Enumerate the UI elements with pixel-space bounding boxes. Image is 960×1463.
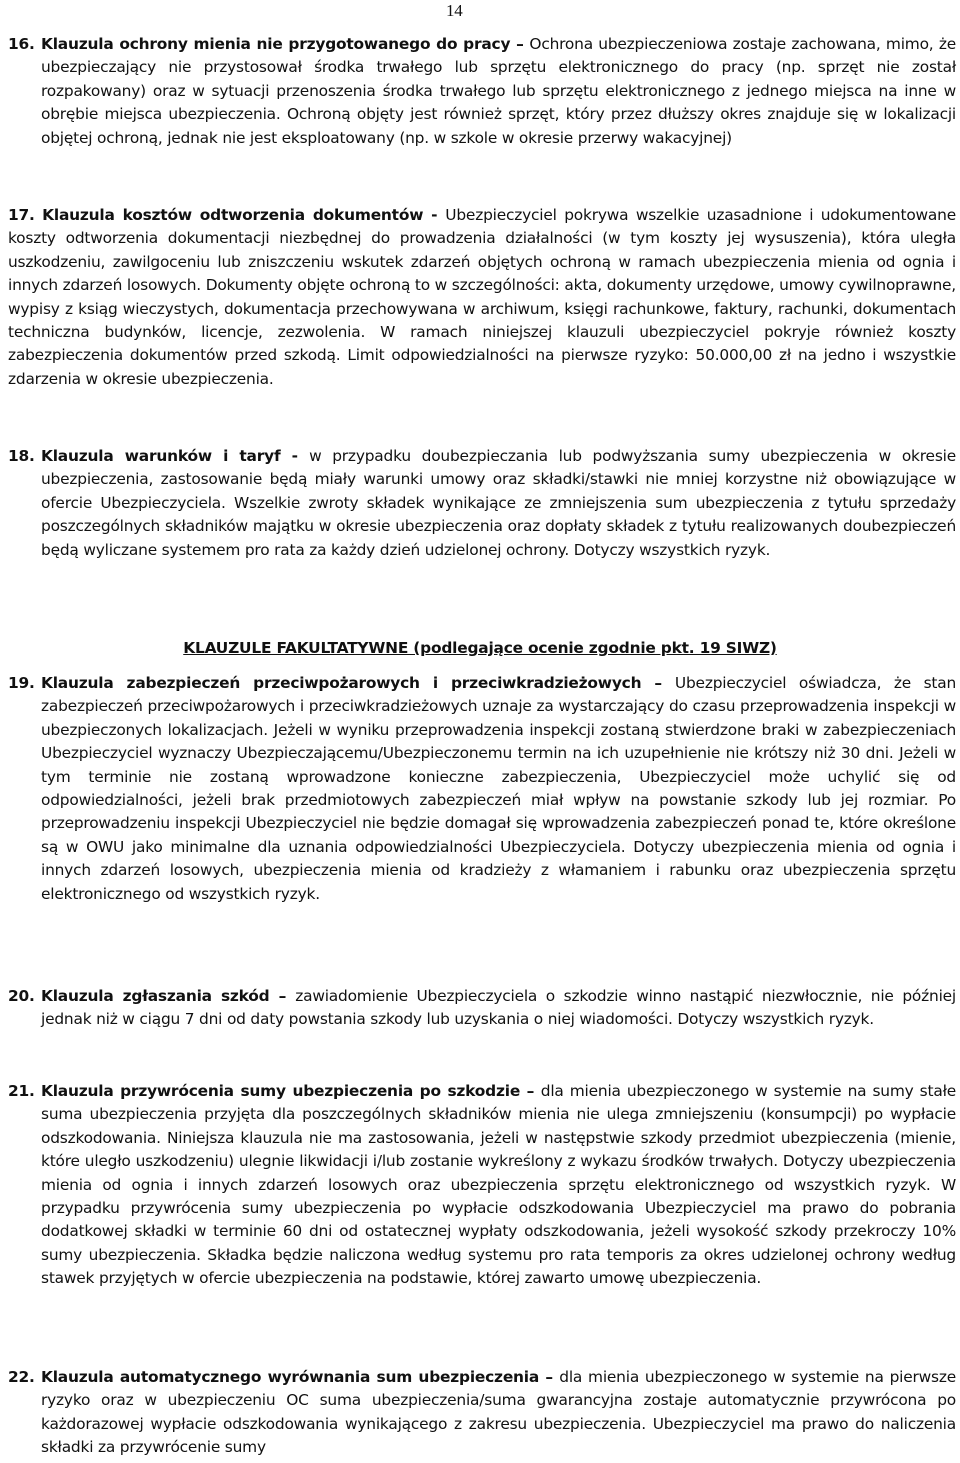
page-number: 14 — [446, 1, 463, 20]
clause-body: zawiadomienie Ubezpieczyciela o szkodzie winno nastąpić niezwłocznie, nie później jednak niż w ciągu 7 dni od daty powstania szkody lub uzyskania o niej wiadomości. Dotyczy wszystkich ryzyk. — [41, 987, 956, 1029]
clause-dash: – — [641, 674, 675, 692]
clause-title: Klauzula ochrony mienia nie przygotowanego do pracy — [41, 35, 511, 53]
clause-dash: – — [520, 1082, 541, 1100]
clause-title: Klauzula kosztów odtworzenia dokumentów — [42, 206, 424, 224]
clause-dash: - — [280, 447, 310, 465]
clause-22 — [8, 1366, 956, 1460]
clause-number: 19. — [8, 674, 35, 692]
clause-number: 21. — [8, 1082, 35, 1100]
clause-dash: – — [510, 35, 530, 53]
clause-number: 16. — [8, 35, 35, 53]
clause-number: 17. — [8, 206, 35, 224]
section-heading: KLAUZULE FAKULTATYWNE (podlegające ocenie zgodnie pkt. 19 SIWZ) — [183, 639, 777, 657]
clause-title: Klauzula zabezpieczeń przeciwpożarowych i przeciwkradzieżowych — [41, 674, 642, 692]
clause-21 — [8, 1080, 956, 1291]
clause-20 — [8, 985, 956, 1032]
clause-title: Klauzula automatycznego wyrównania sum ubezpieczenia — [41, 1368, 540, 1386]
clause-body: Ochrona ubezpieczeniowa zostaje zachowana, mimo, że ubezpieczający nie przystosował środka trwałego lub sprzętu elektronicznego do pracy (np. sprzęt nie został rozpakowany) oraz w sytuacji przenoszenia środka trwałego lub sprzętu elektronicznego z jednego miejsca na inne w obrębie miejsca ubezpieczenia. Ochroną objęty jest również sprzęt, który przez dłuższy okres znajduje się w lokalizacji objętej ochroną, jednak nie jest eksploatowany (np. w szkole w okresie przerwy wakacyjnej) — [41, 35, 956, 147]
clause-body: dla mienia ubezpieczonego w systemie na sumy stałe suma ubezpieczenia przyjęta dla poszczególnych składników mienia nie ulega zmniejszeniu (konsumpcji) po wypłacie odszkodowania. Niniejsza klauzula nie ma zastosowania, jeżeli w następstwie szkody przedmiot ubezpieczenia (mienie, które uległo uszkodzeniu) ulegnie likwidacji i/lub zostanie wykreślony z wykazu środków trwałych. Dotyczy ubezpieczenia mienia od ognia i innych zdarzeń losowych oraz ubezpieczenia sprzętu elektronicznego od wszystkich ryzyk. W przypadku przywrócenia sumy ubezpieczenia po wypłacie odszkodowania Ubezpieczyciel ma prawo do pobrania dodatkowej składki w terminie 60 dni od ostatecznej wypłaty odszkodowania, jeżeli wysokość szkody przekroczy 10% sumy ubezpieczenia. Składka będzie naliczona według systemu pro rata temporis za okres udzielonej ochrony według stawek przyjętych w ofercie ubezpieczenia na podstawie, której zawarto umowę ubezpieczenia. — [41, 1082, 957, 1288]
clause-body: Ubezpieczyciel pokrywa wszelkie uzasadnione i udokumentowane koszty odtworzenia dokumentacji niezbędnej do prowadzenia działalności (w tym koszty jej wysuszenia), która uległa uszkodzeniu, zawilgoceniu lub zniszczeniu wskutek zdarzeń objętych ochroną w ramach ubezpieczenia mienia od ognia i innych zdarzeń losowych. Dokumenty objęte ochroną to w szczególności: akta, dokumenty urzędowe, umowy cywilnoprawne, wypisy z ksiąg wieczystych, dokumentacja przechowywana w archiwum, księgi rachunkowe, faktury, rachunki, dokumentach techniczna budynków, licencje, zezwolenia. W ramach niniejszej klauzuli ubezpieczyciel pokryje również koszty zabezpieczenia dokumentów przed szkodą. Limit odpowiedzialności na pierwsze ryzyko: 50.000,00 zł na jedno i wszystkie zdarzenia w okresie ubezpieczenia. — [8, 206, 956, 388]
clause-body: Ubezpieczyciel oświadcza, że stan zabezpieczeń przeciwpożarowych i przeciwkradzieżowych uznaje za wystarczający do czasu przeprowadzenia inspekcji w ubezpieczonych lokalizacjach. Jeżeli w wyniku przeprowadzenia inspekcji zostaną stwierdzone braki w zabezpieczeniach Ubezpieczyciel wyznaczy Ubezpieczającemu/Ubezpieczonemu termin na ich uzupełnienie nie krótszy niż 30 dni. Jeżeli w tym terminie nie zostaną wprowadzone konieczne zabezpieczenia, Ubezpieczyciel może uchylić się od odpowiedzialności, jeżeli brak przedmiotowych zabezpieczeń miał wpływ na powstanie szkody lub jej rozmiar. Po przeprowadzeniu inspekcji Ubezpieczyciel nie będzie domagał się wprowadzenia zabezpieczeń ponad te, które określone są w OWU jako minimalne dla uznania odpowiedzialności Ubezpieczyciela. Dotyczy ubezpieczenia mienia od ognia i innych zdarzeń losowych, ubezpieczenia mienia od kradzieży z włamaniem i rabunku oraz ubezpieczenia sprzętu elektronicznego od wszystkich ryzyk. — [41, 674, 957, 903]
clause-16 — [8, 33, 956, 150]
clause-body: w przypadku doubezpieczania lub podwyższania sumy ubezpieczenia w okresie ubezpieczenia, zastosowanie będą miały warunki umowy oraz składki/stawki nie mniej korzystne niż obowiązujące w ofercie Ubezpieczyciela. Wszelkie zwroty składek wynikające ze zmniejszenia sum ubezpieczenia z tytułu sprzedaży poszczególnych składników majątku w okresie ubezpieczenia oraz dopłaty składek z tytułu realizowanych doubezpieczeń będą wyliczane systemem pro rata za każdy dzień udzielonej ochrony. Dotyczy wszystkich ryzyk. — [41, 447, 956, 559]
clause-number: 20. — [8, 987, 35, 1005]
clause-19 — [8, 672, 956, 906]
clause-number: 22. — [8, 1368, 35, 1386]
clause-title: Klauzula zgłaszania szkód — [41, 987, 270, 1005]
clause-17 — [8, 204, 956, 391]
clause-dash: – — [539, 1368, 560, 1386]
clause-title: Klauzula przywrócenia sumy ubezpieczenia po szkodzie — [41, 1082, 521, 1100]
clause-number: 18. — [8, 447, 35, 465]
clause-title: Klauzula warunków i taryf — [41, 447, 281, 465]
clause-18 — [8, 445, 956, 562]
clause-dash: – — [269, 987, 296, 1005]
clause-dash: - — [423, 206, 446, 224]
clause-body: dla mienia ubezpieczonego w systemie na pierwsze ryzyko oraz w ubezpieczeniu OC suma ubezpieczenia/suma gwarancyjna zostaje automatycznie przywrócona po każdorazowej wypłacie odszkodowania wynikającego z zakresu ubezpieczenia. Ubezpieczyciel ma prawo do naliczenia składki za przywrócenie sumy — [41, 1368, 956, 1457]
